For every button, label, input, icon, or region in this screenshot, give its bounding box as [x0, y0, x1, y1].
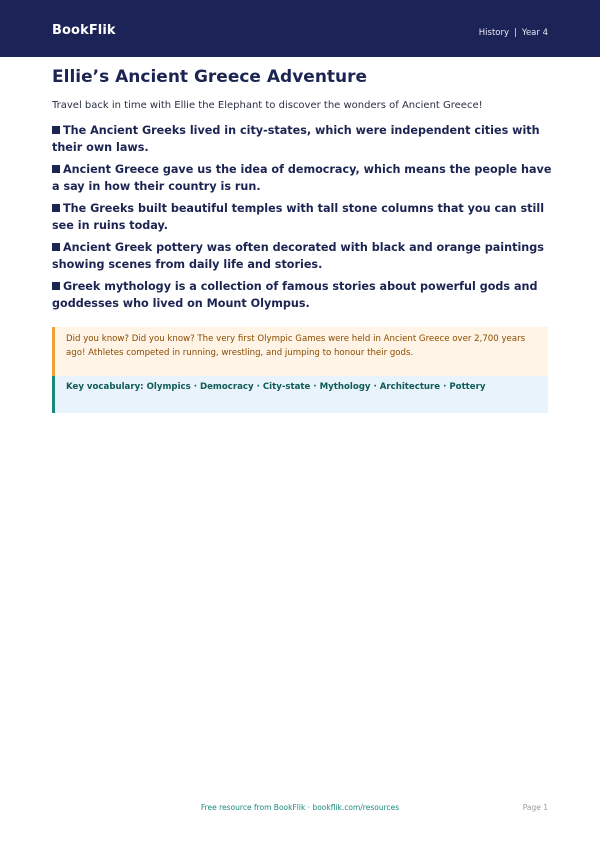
footer-resource-link[interactable]: Free resource from BookFlik · bookflik.com/resources	[200, 803, 400, 812]
fact-text: Greek mythology is a collection of famous stories about powerful gods and goddesses who lived on Mount Olympus.	[52, 280, 538, 310]
fact-text: Ancient Greek pottery was often decorated with black and orange paintings showing scenes from daily life and stories.	[52, 241, 544, 271]
fact-text: Ancient Greece gave us the idea of democracy, which means the people have a say in how their country is run.	[52, 163, 552, 193]
page-header	[0, 0, 600, 57]
fact-text: The Greeks built beautiful temples with tall stone columns that you can still see in ruins today.	[52, 202, 545, 232]
fact-item	[52, 239, 552, 273]
subject-meta	[479, 28, 548, 38]
page-number: Page 1	[522, 803, 548, 812]
key-vocabulary-box: Key vocabulary: Olympics · Democracy · City-state · Mythology · Architecture · Pottery	[52, 376, 548, 413]
intro-text: Travel back in time with Ellie the Elephant to discover the wonders of Ancient Greece!	[52, 100, 483, 111]
fact-item	[52, 200, 552, 234]
subject-label: History	[478, 28, 510, 38]
did-you-know-callout: Did you know? Did you know? The very first Olympic Games were held in Ancient Greece over 2,700 years ago! Athletes competed in running, wrestling, and jumping to honour their gods.	[52, 327, 548, 376]
page-title: Ellie’s Ancient Greece Adventure	[52, 67, 368, 87]
brand-logo-text[interactable]: BookFlik	[52, 23, 116, 38]
meta-separator: |	[514, 28, 517, 38]
facts-list	[52, 122, 552, 317]
square-bullet-icon	[52, 204, 60, 212]
square-bullet-icon	[52, 282, 60, 290]
square-bullet-icon	[52, 165, 60, 173]
year-label: Year 4	[521, 28, 548, 38]
fact-item	[52, 122, 552, 156]
square-bullet-icon	[52, 126, 60, 134]
square-bullet-icon	[52, 243, 60, 251]
fact-text: The Ancient Greeks lived in city-states, which were independent cities with their own laws.	[52, 124, 540, 154]
fact-item	[52, 278, 552, 312]
fact-item	[52, 161, 552, 195]
